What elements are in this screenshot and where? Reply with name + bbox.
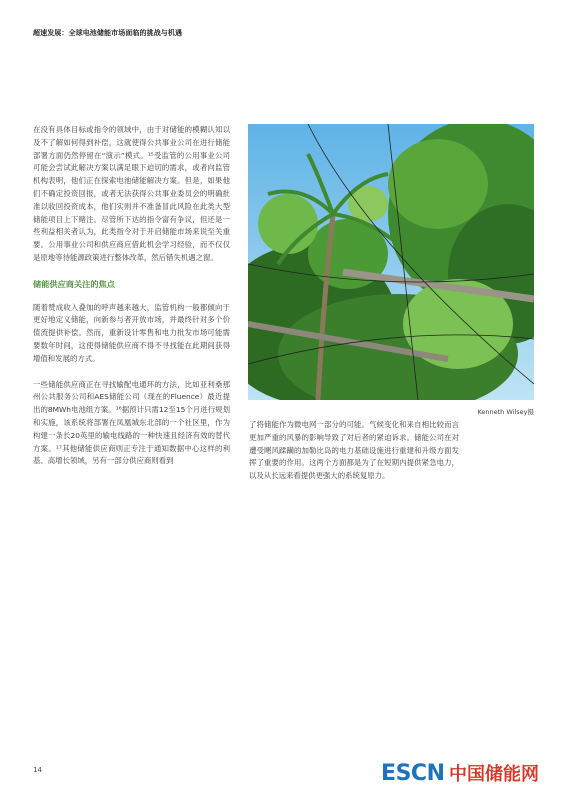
- section-heading: 储能供应商关注的焦点: [33, 278, 115, 289]
- photo-caption: Kenneth Wilsey摄: [477, 408, 534, 416]
- running-header: 超速发展：全球电池储能市场面临的挑战与机遇: [33, 29, 183, 37]
- body-paragraph: 随着赞成收入叠加的呼声越来越大，监管机构一般都倾向于更好地定义储能，向新参与者开放市场，并最终针对多个价值流提供补偿。然而，重新设计零售和电力批发市场可能需要数年时间，这使得储能供应商不得不寻找能在此期间获得增值和发展的方式。: [33, 302, 230, 363]
- body-paragraph: 了将储能作为微电网一部分的可能。气候变化和来自相比较而言更加严重的风暴的影响导致了对后者的紧迫诉求。储能公司在对遭受飓风蹂躏的加勒比岛的电力基础设施进行重建和升级方面发挥了重要的作用。这两个方面都是为了在短期内提供紧急电力，以及从长远来看提供更强大的系统复原力。: [249, 420, 459, 481]
- logo-chinese-text: 中国储能网: [449, 764, 539, 785]
- body-paragraph: 一些储能供应商正在寻找输配电通环的方法，比如亚利桑那州公共服务公司和AES储能公司（现在的Fluence）最近提出的8MWh电池组方案。¹⁶据预计只需12至15个月进行规划和实施，该系统将部署在凤凰城东北部的一个社区里，作为构建一条长20英里的输电线路的一种快速且经济有效的替代方案。¹⁷其他储能供应商则正专注于通知数据中心这样的利基、高增长领域，另有一部分供应商则看到: [33, 379, 230, 466]
- tropical-trees-illustration: [248, 124, 534, 400]
- left-text-column: [33, 124, 230, 481]
- logo-esc-text: ESC: [381, 760, 427, 786]
- page-number: 14: [33, 766, 42, 774]
- logo-n-text: N: [426, 760, 445, 786]
- storm-damage-photo: [248, 124, 534, 400]
- right-text-column: [249, 419, 459, 496]
- body-paragraph: 在没有具体目标或指令的领域中，由于对储能的模糊认知以及不了解如何得到补偿，这就使得公共事业公司在进行储能部署方面仍然停留在“演示”模式。¹⁵受监管的公用事业公司可能会尝试此解决方案以满足眼下迫切的需求，或者向监管机构表明，他们正在探索电池储能解决方案。但是，如果他们不确定投资回报，或者无法获得公共事业委员会的明确批准以收回投资成本，他们实则并不准备冒此风险在此类大型储能项目上下赌注。尽管所下达的指令富有争议，但还是一些利益相关者认为，此类指令对于开启储能市场来说至关重要。公用事业公司和供应商应借此机会学习经验，而不仅仅是原地等待能源政策进行整体改革，然后错失机遇之窗。: [33, 125, 230, 262]
- escn-logo: [381, 760, 539, 786]
